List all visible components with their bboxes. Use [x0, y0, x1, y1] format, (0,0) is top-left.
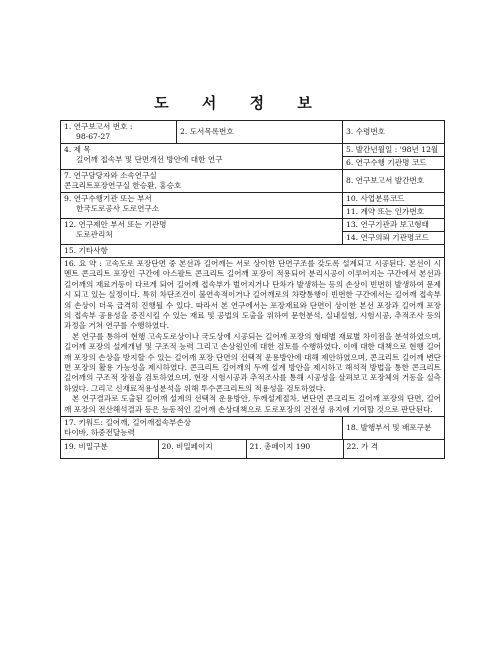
catalog-number-cell — [177, 121, 343, 144]
form-row-1 — [61, 121, 445, 144]
client-code-cell — [343, 232, 445, 245]
organization-label: 9. 연구수행기관 또는 부서 — [64, 194, 152, 203]
security-label: 19. 비밀구분 — [64, 442, 108, 452]
organization-cell — [61, 193, 343, 219]
issue-date-label: 5. 발간년월일 : '98년 12월 — [346, 145, 439, 154]
program-code-label: 6. 연구수행 기관명 코드 — [346, 158, 427, 167]
contract-number-label: 11. 계약 또는 인가번호 — [346, 207, 425, 216]
page-title: 도 서 정 보 — [154, 94, 326, 112]
distribution-label: 18. 발행부서 및 배포구분 — [346, 423, 432, 433]
distribution-cell — [343, 417, 445, 440]
security-cell — [61, 440, 158, 458]
abstract-cell — [61, 258, 445, 417]
form-row-5 — [61, 193, 445, 206]
client-code-label: 14. 연구의뢰 기관명코드 — [346, 233, 429, 242]
bottom-row-table — [61, 440, 445, 458]
form-row-2 — [61, 144, 445, 157]
abstract-paragraph-2: 본 연구를 통하여 현행 고속도로상이나 국도상에 시공되는 길어깨 포장의 형태별 재료별 차이점을 분석하였으며, 길어깨 포장의 설계개념 및 구조적 능력 그리고 손상원인에 대한 검토를 수행하였다. 이에 대한 대책으로 현행 길어깨 포장의 손상을 방지할 수 있는 길어깨 포장 단면의 선택적 운용방안에 대해 제안하였으며, 콘크리트 길어깨 변단면 포장의 활용 가능성을 제시하였다. 콘크리트 길어깨의 두께 설계 방안을 제시하고 해석적 방법을 통한 콘크리트 길어깨의 구조적 장점을 검토하였으며, 현장 시험시공과 추적조사를 통해 시공성을 살펴보고 포장체의 거동을 실측하였다. 그리고 신재료적용성분석을 위해 투수콘크리트의 적용성을 검토하였다. — [64, 331, 442, 393]
keywords-value: 타이바, 하중전달능력 — [64, 428, 135, 438]
sponsor-cell — [61, 219, 343, 245]
keywords-cell — [61, 417, 343, 440]
abstract-paragraph-3: 본 연구결과로 도출된 길어깨 설계의 선택적 운용방안, 두께설계절차, 변단면 콘크리트 길어깨 포장의 단면, 길어깨 포장의 전산해석결과 등은 능동적인 길어깨 손상대책으로 도로포장의 건전성 유지에 기여할 것으로 판단된다. — [64, 394, 442, 414]
researcher-cell — [61, 170, 343, 193]
report-type-label: 13. 연구기관과 보고형태 — [346, 220, 429, 229]
notes-cell — [61, 245, 445, 258]
issue-date-cell — [343, 144, 445, 157]
document-info-form — [60, 120, 445, 459]
receipt-number-cell — [343, 121, 445, 144]
report-number-cell — [61, 121, 177, 144]
bottom-row-cell — [61, 440, 445, 459]
subject-value: 길어깨 접속부 및 단면개선 방안에 대한 연구 — [76, 155, 223, 164]
catalog-number-label: 2. 도서목록번호 — [180, 127, 234, 136]
price-label: 22. 가 격 — [346, 442, 379, 452]
form-row-9 — [61, 245, 445, 258]
report-number-label: 1. 연구보고서 번호 : — [64, 122, 133, 131]
subject-cell — [61, 144, 343, 170]
class-code-label: 10. 사업분류코드 — [346, 194, 405, 203]
class-code-cell — [343, 193, 445, 206]
organization-value: 한국도로공사 도로연구소 — [76, 204, 160, 213]
report-number-value: 98-67-27 — [76, 132, 111, 141]
issue-number-label: 8. 연구보고서 발간번호 — [346, 176, 425, 185]
abstract-paragraph-1 — [64, 259, 441, 332]
issue-number-cell — [343, 170, 445, 193]
subject-label: 4. 제 목 — [64, 145, 91, 154]
receipt-number-label: 3. 수령번호 — [346, 127, 386, 136]
form-row-10 — [61, 258, 445, 417]
secret-pages-cell — [158, 440, 246, 458]
form-row-12 — [61, 440, 445, 459]
total-pages-cell — [246, 440, 343, 458]
form-row-7 — [61, 219, 445, 232]
form-row-4 — [61, 170, 445, 193]
notes-label: 15. 기타사항 — [64, 246, 108, 255]
secret-pages-label: 20. 비밀페이지 — [161, 442, 213, 452]
abstract-label: 16. 요 약 : — [64, 259, 102, 268]
keywords-label: 17. 키워드: 길어깨, 길어깨접속부손상 — [64, 418, 191, 428]
researcher-value: 콘크리트포장연구실 한승환, 홍승호 — [64, 181, 182, 190]
sponsor-value: 도로관리처 — [76, 230, 113, 239]
abstract-text-1: 고속도로 포장단면 중 본선과 길어깨는 서로 상이한 단면구조를 갖도록 설계되고 시공된다. 본선이 시멘트 콘크리트 포장인 구간에 아스팔트 콘크리트 길어깨 포장이 적용되어 분리시공이 이루어지는 구간에서 본선과 길어깨의 재료거동이 다르게 되어 길어깨 접속부가 벌어지거나 단차가 발생하는 등의 손상이 빈번히 발생하여 문제시 되고 있는 실정이다. 특히 차단조건이 불연속적이거나 길어깨로의 차량통행이 빈번한 구간에서는 길어깨 접속부의 손상이 더욱 급격히 진행될 수 있다. 따라서 본 연구에서는 포장재료와 단면이 상이한 본선 포장과 길어깨 포장의 접속부 공용성을 증진시킬 수 있는 재료 및 공법의 도출을 위하여 문헌분석, 실내실험, 시험시공, 추적조사 등의 과정을 거쳐 연구를 수행하였다. — [64, 259, 442, 331]
report-type-cell — [343, 219, 445, 232]
researcher-label: 7. 연구담당자와 소속연구실 — [64, 171, 157, 180]
total-pages-label: 21. 총페이지 190 — [249, 442, 311, 452]
contract-number-cell — [343, 206, 445, 219]
program-code-cell — [343, 157, 445, 170]
price-cell — [343, 440, 445, 458]
form-row-11 — [61, 417, 445, 440]
sponsor-label: 12. 연구제안 부서 또는 기관명 — [64, 220, 167, 229]
